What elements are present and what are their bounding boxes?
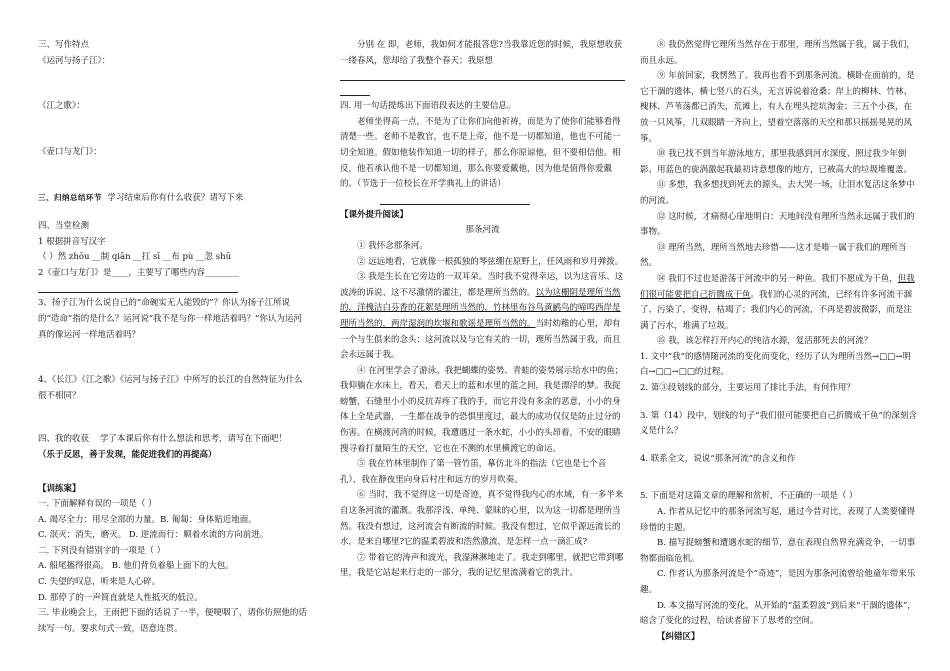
train-q1: 一. 下面解释有误的一项是（ ） <box>38 499 157 510</box>
question-5-b: B. 描写捉螃蟹和遭遇水蛇的细节，意在表现自然界充满竞争，一切事物都面临危机。 <box>640 538 916 564</box>
para-14-text-end: 。我们的心灵的河流，已经有许多河流干涸了、污染了，变得，枯竭了；我们内心的河流，不再是碧波微影，而是注满了污水，堆满了垃圾。 <box>640 289 913 331</box>
train-q2-d: D. 那停了的一声简直就是人性抵灭的低泣。 <box>38 592 203 603</box>
section-test-title: 四、当堂检测 <box>38 220 90 231</box>
question-1: 1. 文中“我”的感情随河流的变化而变化，经历了认为理所当然→□□→明 白→□□→□□的过程。 <box>640 351 911 378</box>
test-q2: 2《壶口与龙门》是____，主要写了哪些内容________ <box>38 267 239 278</box>
para-3 <box>340 270 625 364</box>
train-q2: 二. 下列没有错别字的一项是（ ） <box>38 545 166 556</box>
farewell-continuation: 分别 在 即，老师，我如何才能报答您?当我靠近您的时候，我原想收获一缕春风，您却给了我整个春天；我原想 <box>340 40 622 66</box>
para-7: ⑦ 带着它的涛声和波光，我湿淋淋地走了。我走到哪里，就把它带到哪里，我是它站起来行走的一部分，我的记忆里流满着它的乳汁。 <box>340 552 624 579</box>
para-4: ④ 在河里学会了游泳。我把蝴蝶的姿势、青蛙的姿势展示给水中的鱼；我仰躺在水床上，看天，看天上的蓝和水里的蓝之间，我是漂浮的梦。我捉螃蟹，石缝里小小的反抗弄疼了我的手，而它并没有多余的恶意，小小的身体上全是武器，一生都在战争的恐惧里度过，最大的成功仅仅是防止过分的伤害。在横渡河湾的时候，我遭遇过一条水蛇，小小的头昂着，不安的眼睛搜寻着打量陌生的天空，它也在不测的水里横渡它的命运。 <box>340 365 624 454</box>
para-3-underlined: 以为这栅阴是理所当然的，洋槐洁白芬香的花絮是理所当然的，竹林里布谷鸟黄鹂鸟的啼鸣西岸是理所当然的，两岸湿润的坎堰和歌谣是理所当然的。 <box>340 287 621 329</box>
para-12: ⑫ 这时候，才痛彻心扉地明白：天地间没有理所当然永远属于我们的事物。 <box>640 211 915 238</box>
para-11: ⑪ 多想，我多想找到死去的源头，去大哭一场，让泪水复活这条梦中的河流。 <box>640 180 915 206</box>
para-14-underlined: 但我们很可能要把自己折腾成干鱼 <box>640 273 915 300</box>
question-5: 5. 下面是对这篇文章的理解和赏析，不正确的一项是（ ） <box>640 491 858 502</box>
para-15: ⑮ 我，该怎样打开内心的纯洁水源，复活那死去的河流？ <box>657 336 873 347</box>
answer-line <box>340 84 370 96</box>
para-6: ⑥ 当时，我不觉得这一切是奇迹，真不觉得我内心的水域，有一多半来自这条河流的灌溉。我那浮浅、单纯、蒙昧的心里，以为这一切都是理所当然。我没有想过，这河流会有断流的时候。我没有想过，它似乎源远流长的水，是来自哪里?它的温柔碧波和浩然激流，是怎样一点一滴汇成? <box>340 490 624 548</box>
section-writing-features-title: 三、写作特点 <box>38 40 90 50</box>
test-q4: 4、《长江》《江之歌》《运河与扬子江》中所写的长江的自然特征为什么很不相同？ <box>38 375 303 401</box>
question-5-a: A. 作者从记忆中的那条河流写起，通过今昔对比，表现了人类要懂得珍惜的主题。 <box>640 507 916 533</box>
test-q1-items: （ ）然 zhōu __制 qiān __扛 sī __布 pù __忽 shū <box>38 252 232 263</box>
test-q1-title: 1 根据拼音写汉字 <box>38 236 106 247</box>
para-8: ⑧ 我仍然觉得它理所当然存在于那里，理所当然属于我，属于我们，而且永远。 <box>640 40 915 66</box>
para-3-text-end: 当时幼稚的心里，却有一个与生俱来的念头：这河流以及与它有关的一切，理所当然属于我，而且会永远属于我。 <box>340 318 621 361</box>
para-1: ① 我怀念那条河。 <box>357 240 428 251</box>
para-13: ⑬ 理所当然，理所当然地去珍惜——这才是唯一属于我们的理所当然。 <box>640 242 907 269</box>
para-14 <box>640 272 920 334</box>
reading-title: 那条河流 <box>465 225 500 236</box>
reading-tag: 【课外提升阅读】 <box>340 209 409 220</box>
writing-q-canal: 《运河与扬子江》： <box>38 55 111 66</box>
summary-question: 四. 用一句话提炼出下面语段表达的主要信息。 <box>340 101 516 112</box>
teacher-passage: 老师坐得高一点，不是为了让你们向他祈祷，而是为了使你们能够看得清楚一些。老师不是教官，也不是上帝，他不是一切都知道，他也不可能一切全知道。假如他装作知道一切的样子，那么你原谅他，但不要相信他。相反，他若承认他不是一切都知道，那么你要爱戴他，因为他是值得你爱戴的。（节选于一位校长在开学典礼上的讲话） <box>340 116 621 190</box>
question-5-c: C. 作者认为那条河流是个“奇迹”，是因为那条河流曾给他童年带来乐趣。 <box>640 569 916 595</box>
harvest-sub: （乐于反思，善于发现，能促进我们的再提高） <box>38 449 217 460</box>
writing-q-river-song: 《江之歌》： <box>38 101 85 112</box>
para-3-text: ③ 我是生长在它旁边的一双耳朵。当时我不觉得幸运，以为这音乐、这波涛的诉说、这不尽激情的灌注，都是理所当然的。 <box>340 272 624 298</box>
train-q2-c: C. 失望的叹息，听来是人心碎。 <box>38 577 161 588</box>
answer-line <box>340 69 625 81</box>
summary-text: 学习结束后你有什么收获？请写下来 <box>107 193 244 204</box>
para-9: ⑨ 年前回家，我愣然了。我再也看不到那条河流。横卧在面前的，是它干涸的遗体，横七竖八的石头，无言诉说着沧桑；岸上的柳林、竹林、槐林、芦苇荡都已消失，荒滩上，有人在埋头挖坑淘金；三五个小孩，在放一只风筝，几双眼睛一齐向上，望着空落落的天空和那只摇摇晃晃的风筝。 <box>640 71 915 144</box>
harvest-title: 四、我的收获 <box>38 434 90 445</box>
summary-tag: 三、归纳总结环节 <box>38 193 102 203</box>
error-tag: 【纠错区】 <box>657 631 700 642</box>
training-tag: 【训练案】 <box>38 483 81 494</box>
question-3: 3. 第（14）段中，划线的句子“我们很可能要把自己折腾成干鱼”的深刻含义是什么？ <box>640 410 917 437</box>
para-5: ⑤ 我在竹林里制作了第一管竹笛，摹仿北斗的指法（它也是七个音孔），我在静夜里向身后村庄和远方的岁月吹奏。 <box>340 459 607 485</box>
harvest-text: 学了本课后你有什么想法和思考，请写在下面吧！ <box>99 434 287 445</box>
para-14-text: ⑭ 我们不过也是游荡于河流中的另一种鱼。我们不愿成为干鱼， <box>657 273 898 284</box>
question-4: 4. 联系全文，说说“那条河流”的含义和作 <box>640 453 796 464</box>
question-2: 2. 第③段划线的部分，主要运用了排比手法，有何作用？ <box>640 383 855 394</box>
answer-line <box>38 281 238 293</box>
writing-q-hukou: 《壶口与龙门》： <box>38 146 102 157</box>
right-column <box>640 38 920 645</box>
para-2: ② 远远地看，它就像一根孤独的琴弦绷在原野上，任风雨和岁月弹拨。 <box>357 256 624 267</box>
answer-line <box>380 193 530 205</box>
train-q1-ab: A. 竭尽全力：用尽全部的力量。B. 匍匐：身体贴近地面。 <box>38 514 257 525</box>
para-10: ⑩ 我已找不到当年游泳地方，那里我感到河水深度、照过我少年倒影、用蓝色的旋涡激起我最初诗意想像的地方，已被高大的垃圾堆覆盖。 <box>640 149 913 175</box>
train-q1-cd: C. 泯灭：消失，磨灭。 D. 逆流而行：顺着水流的方向前进。 <box>38 530 269 541</box>
train-q2-ab: A. 船尾搐得很高。 B. 他们背负着船上面下的大包。 <box>38 561 234 572</box>
middle-column <box>340 38 625 582</box>
question-5-d: D. 本文描写河流的变化，从开始的“温柔碧波”到后来“干涸的遗体”，暗含了变化的过程，给读者留下了思考的空间。 <box>640 600 916 627</box>
train-q3: 三. 毕业晚会上，王雨把下面的话说了一半，便哽咽了，请你仿照他的话续写一句。要求句式一致，语意连贯。 <box>38 608 307 634</box>
left-column <box>38 38 308 637</box>
test-q3: 3、扬子江为什么说自己的“命碗实无人能毁的”？你认为扬子江所说的“造命”指的是什么？运河说“我不是与你一样地活着吗？”你认为运河真的像运河一样地活着吗？ <box>38 298 302 340</box>
